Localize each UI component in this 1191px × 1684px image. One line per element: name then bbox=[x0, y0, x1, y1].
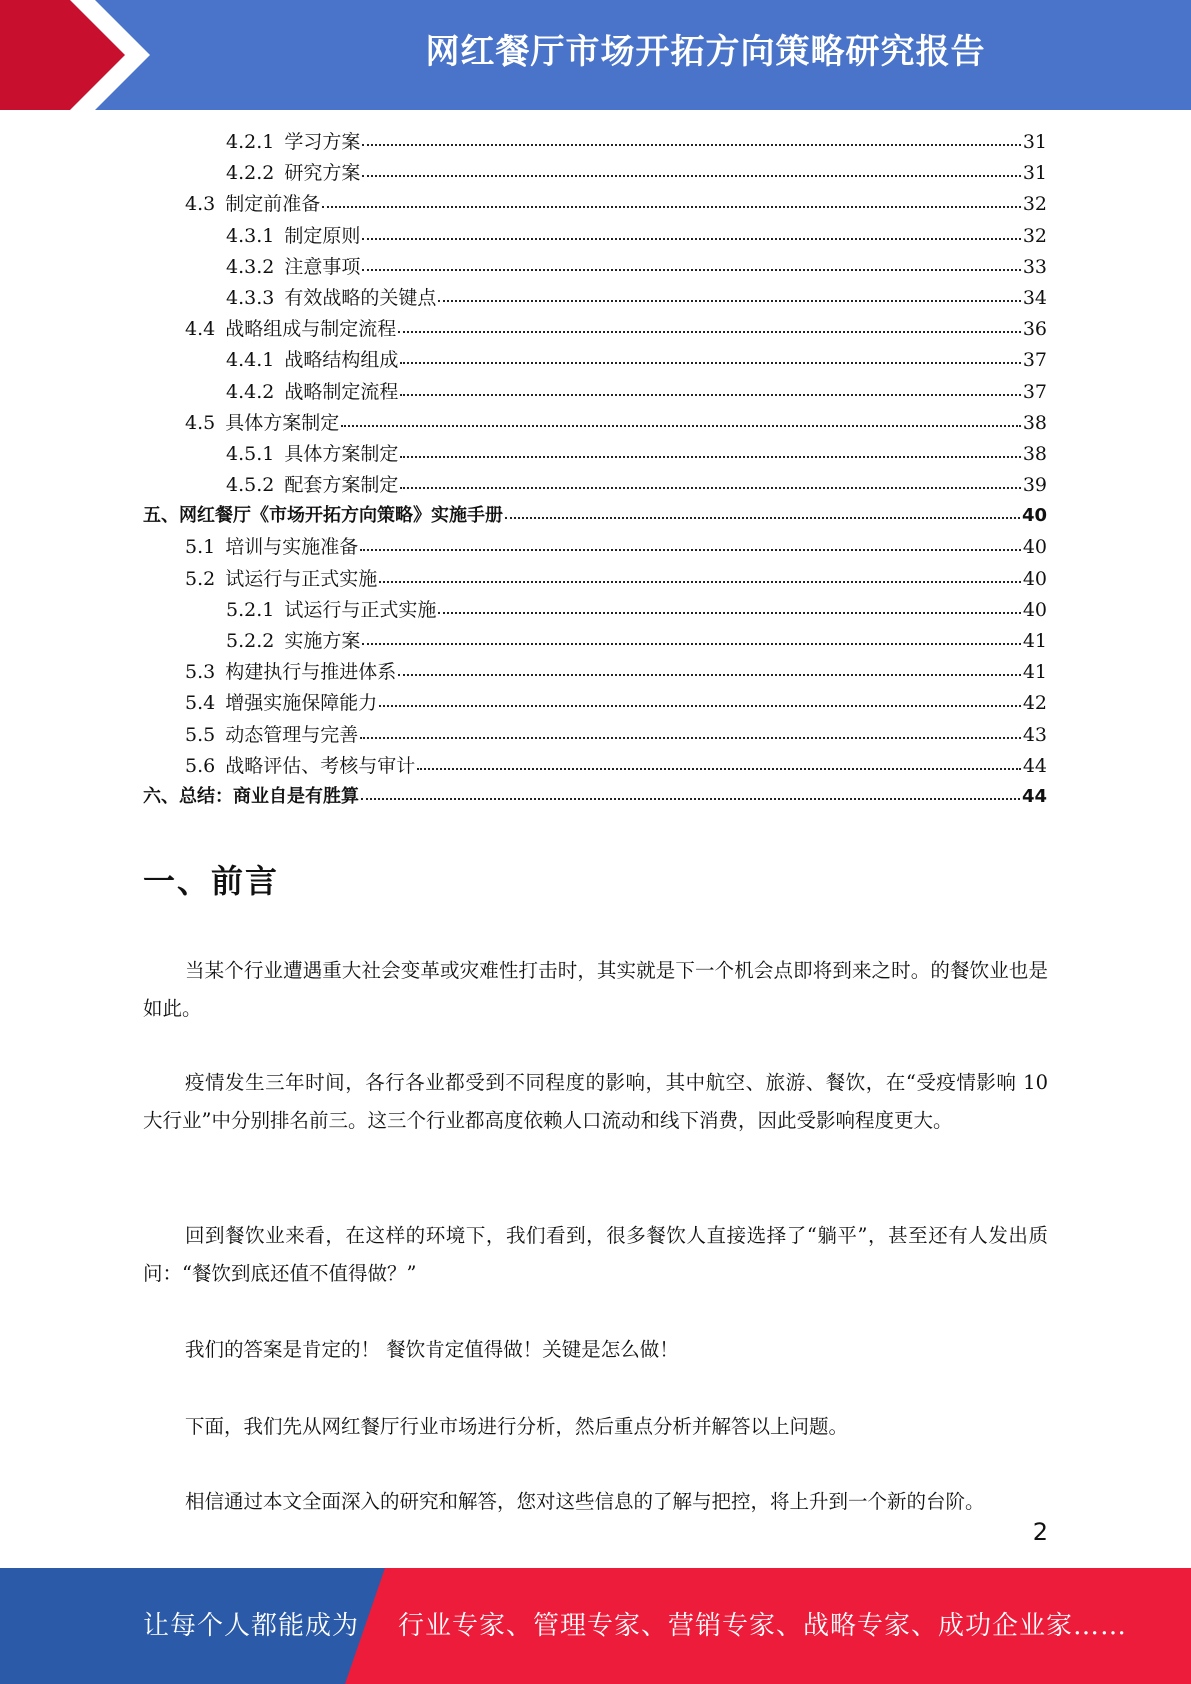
toc-entry-page: 37 bbox=[1022, 380, 1047, 403]
paragraph-2: 疫情发生三年时间，各行各业都受到不同程度的影响，其中航空、旅游、餐饮，在“受疫情影响 10 大行业”中分别排名前三。这三个行业都高度依赖人口流动和线下消费，因此受影响程度更大。 bbox=[143, 1071, 1048, 1132]
footer-slogan-roles: 行业专家、管理专家、营销专家、战略专家、成功企业家…… bbox=[398, 1611, 1128, 1641]
toc-dot-leader bbox=[400, 390, 1020, 396]
toc-entry[interactable] bbox=[143, 408, 1047, 439]
toc-entry[interactable] bbox=[143, 345, 1047, 376]
toc-entry-page: 42 bbox=[1022, 692, 1047, 715]
toc-entry-page: 41 bbox=[1022, 630, 1047, 652]
toc-entry-number: 4.3.2 bbox=[226, 255, 275, 278]
toc-entry[interactable] bbox=[143, 283, 1047, 314]
toc-entry-page: 40 bbox=[1022, 567, 1047, 590]
toc-entry-page: 38 bbox=[1022, 442, 1047, 465]
toc-entry-page: 32 bbox=[1022, 193, 1047, 216]
toc-entry-title: 增强实施保障能力 bbox=[225, 692, 378, 715]
toc-entry-title: 实施方案 bbox=[284, 630, 361, 652]
toc-entry[interactable] bbox=[143, 470, 1047, 501]
toc-dot-leader bbox=[400, 483, 1020, 489]
toc-dot-leader bbox=[400, 452, 1020, 458]
toc-dot-leader bbox=[362, 234, 1020, 240]
toc-entry-page: 40 bbox=[1021, 505, 1047, 527]
toc-entry-title: 战略组成与制定流程 bbox=[225, 318, 397, 341]
toc-entry-title: 六、总结：商业自是有胜算 bbox=[143, 785, 359, 807]
toc-entry-number: 4.3.3 bbox=[226, 286, 275, 309]
toc-entry-title: 试运行与正式实施 bbox=[284, 598, 437, 621]
toc-entry-title: 战略制定流程 bbox=[284, 380, 399, 403]
page-header bbox=[0, 0, 1191, 110]
paragraph-4: 我们的答案是肯定的！ 餐饮肯定值得做！关键是怎么做！ bbox=[185, 1338, 679, 1361]
toc-entry-title: 注意事项 bbox=[284, 255, 361, 278]
toc-entry-number: 4.5.2 bbox=[226, 474, 275, 497]
toc-entry-page: 44 bbox=[1022, 754, 1047, 777]
toc-entry-number: 5.2.2 bbox=[226, 630, 275, 652]
toc-entry-page: 41 bbox=[1022, 661, 1047, 684]
toc-entry[interactable] bbox=[143, 782, 1047, 813]
toc-entry-number: 5.4 bbox=[185, 692, 216, 715]
toc-entry-page: 38 bbox=[1022, 411, 1047, 434]
toc-entry-page: 44 bbox=[1021, 785, 1047, 807]
toc-entry[interactable] bbox=[143, 501, 1047, 532]
toc-entry-title: 研究方案 bbox=[284, 162, 361, 185]
toc-entry[interactable] bbox=[143, 189, 1047, 220]
toc-entry-page: 32 bbox=[1022, 224, 1047, 247]
toc-entry-page: 40 bbox=[1022, 536, 1047, 559]
toc-entry-title: 试运行与正式实施 bbox=[225, 567, 378, 590]
toc-entry-title: 学习方案 bbox=[284, 131, 361, 153]
table-of-contents bbox=[143, 127, 1047, 813]
toc-entry-title: 具体方案制定 bbox=[225, 411, 340, 434]
toc-entry-number: 5.1 bbox=[185, 536, 216, 559]
toc-entry[interactable] bbox=[143, 314, 1047, 345]
paragraph-1: 当某个行业遭遇重大社会变革或灾难性打击时，其实就是下一个机会点即将到来之时。的餐饮业也是如此。 bbox=[143, 959, 1048, 1020]
toc-entry-page: 34 bbox=[1022, 286, 1047, 309]
toc-entry[interactable] bbox=[143, 377, 1047, 408]
toc-dot-leader bbox=[362, 265, 1020, 271]
toc-dot-leader bbox=[360, 545, 1021, 551]
toc-entry-title: 培训与实施准备 bbox=[225, 536, 359, 559]
toc-entry-title: 动态管理与完善 bbox=[225, 723, 359, 746]
toc-entry-page: 31 bbox=[1022, 162, 1047, 185]
toc-entry[interactable] bbox=[143, 595, 1047, 626]
toc-dot-leader bbox=[398, 670, 1021, 676]
toc-entry[interactable] bbox=[143, 532, 1047, 563]
toc-entry-title: 具体方案制定 bbox=[284, 442, 399, 465]
toc-dot-leader bbox=[361, 794, 1020, 800]
toc-entry-number: 4.2.2 bbox=[226, 162, 275, 185]
toc-entry-title: 战略评估、考核与审计 bbox=[225, 754, 416, 777]
toc-entry[interactable] bbox=[143, 688, 1047, 719]
toc-entry-number: 4.5.1 bbox=[226, 442, 275, 465]
toc-dot-leader bbox=[362, 140, 1020, 146]
toc-entry-number: 5.3 bbox=[185, 661, 216, 684]
toc-dot-leader bbox=[322, 202, 1021, 208]
toc-entry[interactable] bbox=[143, 252, 1047, 283]
paragraph-3: 回到餐饮业来看，在这样的环境下，我们看到，很多餐饮人直接选择了“躺平”，甚至还有人发出质问：“餐饮到底还值不值得做？” bbox=[143, 1224, 1048, 1285]
toc-entry-page: 39 bbox=[1022, 474, 1047, 497]
document-title: 网红餐厅市场开拓方向策略研究报告 bbox=[425, 32, 986, 72]
toc-entry[interactable] bbox=[143, 127, 1047, 158]
toc-entry[interactable] bbox=[143, 751, 1047, 782]
toc-entry-page: 37 bbox=[1022, 349, 1047, 372]
toc-entry[interactable] bbox=[143, 221, 1047, 252]
toc-entry-title: 五、网红餐厅《市场开拓方向策略》实施手册 bbox=[143, 505, 503, 527]
toc-entry[interactable] bbox=[143, 720, 1047, 751]
toc-entry-number: 4.5 bbox=[185, 411, 216, 434]
toc-dot-leader bbox=[379, 577, 1021, 583]
page-number: 2 bbox=[1032, 1518, 1048, 1546]
toc-entry[interactable] bbox=[143, 158, 1047, 189]
toc-entry-number: 5.6 bbox=[185, 754, 216, 777]
toc-dot-leader bbox=[379, 701, 1021, 707]
toc-entry[interactable] bbox=[143, 626, 1047, 657]
toc-entry-number: 5.2 bbox=[185, 567, 216, 590]
toc-entry-title: 制定前准备 bbox=[225, 193, 321, 216]
toc-dot-leader bbox=[438, 296, 1020, 302]
toc-entry[interactable] bbox=[143, 439, 1047, 470]
toc-entry-page: 33 bbox=[1022, 255, 1047, 278]
toc-entry-number: 5.2.1 bbox=[226, 598, 275, 621]
toc-entry-title: 有效战略的关键点 bbox=[284, 286, 437, 309]
toc-entry-page: 36 bbox=[1022, 318, 1047, 341]
toc-entry-number: 4.3 bbox=[185, 193, 216, 216]
toc-dot-leader bbox=[341, 421, 1021, 427]
toc-entry-number: 4.4.1 bbox=[226, 349, 275, 372]
toc-entry[interactable] bbox=[143, 564, 1047, 595]
toc-dot-leader bbox=[398, 327, 1021, 333]
toc-dot-leader bbox=[362, 639, 1020, 645]
toc-dot-leader bbox=[505, 513, 1020, 519]
toc-entry-number: 4.2.1 bbox=[226, 131, 275, 153]
toc-entry-title: 战略结构组成 bbox=[284, 349, 399, 372]
toc-dot-leader bbox=[360, 733, 1021, 739]
toc-dot-leader bbox=[400, 358, 1020, 364]
toc-entry-number: 4.3.1 bbox=[226, 224, 275, 247]
paragraph-6: 相信通过本文全面深入的研究和解答，您对这些信息的了解与把控，将上升到一个新的台阶。 bbox=[185, 1490, 985, 1513]
toc-entry-title: 构建执行与推进体系 bbox=[225, 661, 397, 684]
toc-entry[interactable] bbox=[143, 657, 1047, 688]
toc-entry-title: 配套方案制定 bbox=[284, 474, 399, 497]
toc-entry-page: 31 bbox=[1022, 131, 1047, 153]
toc-entry-title: 制定原则 bbox=[284, 224, 361, 247]
paragraph-5: 下面，我们先从网红餐厅行业市场进行分析，然后重点分析并解答以上问题。 bbox=[185, 1415, 849, 1438]
toc-dot-leader bbox=[438, 608, 1020, 614]
page-footer bbox=[0, 1568, 1191, 1684]
toc-entry-number: 5.5 bbox=[185, 723, 216, 746]
toc-entry-page: 43 bbox=[1022, 723, 1047, 746]
toc-entry-number: 4.4.2 bbox=[226, 380, 275, 403]
toc-dot-leader bbox=[362, 171, 1020, 177]
toc-dot-leader bbox=[417, 764, 1021, 770]
footer-slogan-lead: 让每个人都能成为 bbox=[143, 1611, 360, 1641]
toc-entry-page: 40 bbox=[1022, 598, 1047, 621]
section-heading: 一、前言 bbox=[143, 862, 280, 900]
toc-entry-number: 4.4 bbox=[185, 318, 216, 341]
